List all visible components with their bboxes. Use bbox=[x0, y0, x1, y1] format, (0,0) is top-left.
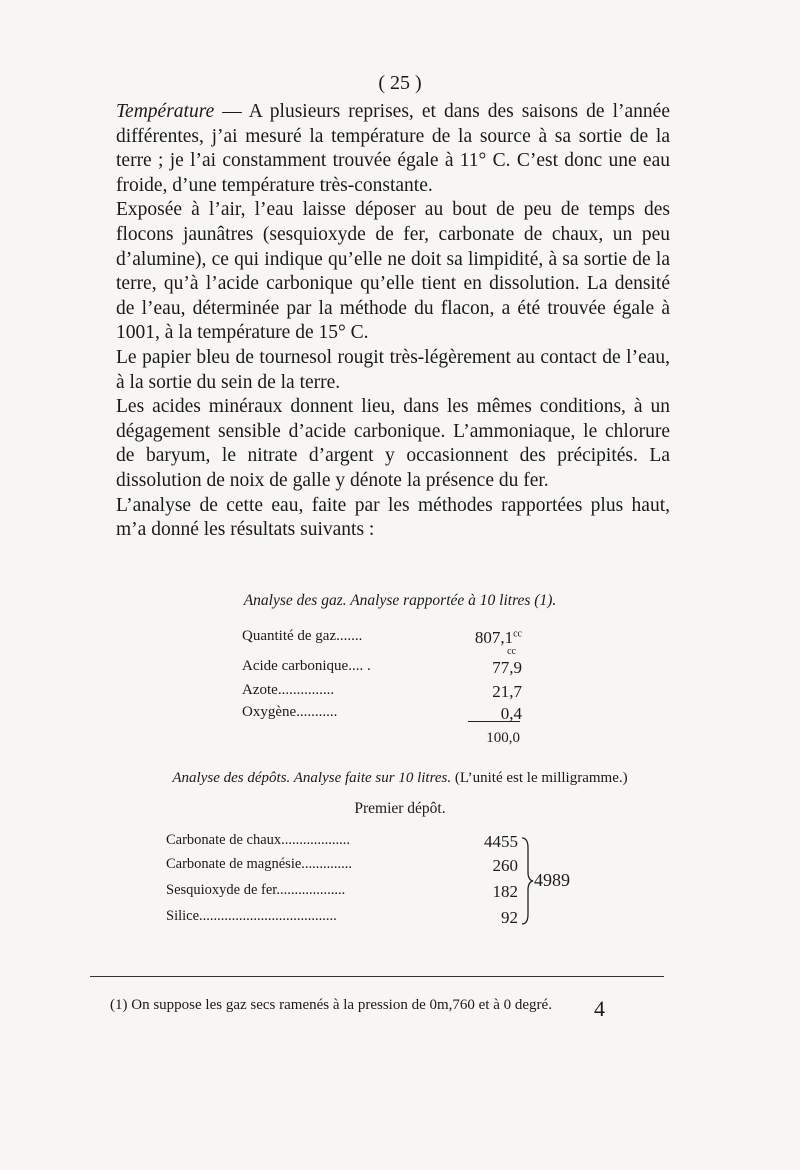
table-row bbox=[166, 908, 518, 930]
deposit-label: Carbonate de chaux................... bbox=[166, 832, 351, 848]
deposit-label: Silice...................................... bbox=[166, 908, 337, 924]
signature-mark: 4 bbox=[594, 996, 605, 1021]
gas-label: Azote............... bbox=[242, 682, 335, 698]
temperature-text: — A plusieurs reprises, et dans des saisons de l’année différentes, j’ai mesuré la température de la source à sa sortie de la terre ; je l’ai constamment trouvée égale à 11° C. C’est donc une eau froide, d’une température très-constante. bbox=[116, 101, 670, 196]
paragraph-exposure: Exposée à l’air, l’eau laisse déposer au bout de peu de temps des flocons jaunâtres (sesquioxyde de fer, carbonate de chaux, un peu d’alumine), ce qui indique qu’elle ne doit sa limpidité, à sa sortie de la terre, qu’à l’acide carbonique qu’elle tient en dissolution. La densité de l’eau, déterminée par la méthode du flacon, a été trouvée égale à 1001, à la température de 15° C. bbox=[116, 199, 670, 344]
deposit-value: 4455 bbox=[484, 832, 518, 851]
deposit-total: 4989 bbox=[534, 870, 570, 890]
gas-value: 807,1$^{cc}$ bbox=[474, 628, 522, 647]
temperature-label: Température bbox=[116, 101, 215, 122]
table-row bbox=[166, 882, 518, 904]
table-row bbox=[242, 682, 522, 704]
deposit-analysis-title: Analyse des dépôts. Analyse faite sur 10 litres. (L’unité est le milligramme.) bbox=[172, 770, 628, 786]
deposit-label: Carbonate de magnésie.............. bbox=[166, 856, 353, 872]
table-row bbox=[166, 856, 518, 878]
deposit-value: 182 bbox=[492, 882, 518, 901]
paragraph-litmus: Le papier bleu de tournesol rougit très-légèrement au contact de l’eau, à la sortie du sein de la terre. bbox=[116, 346, 670, 393]
gas-total: 100,0 bbox=[486, 730, 520, 746]
gas-total-rule bbox=[468, 721, 520, 722]
gas-value: 0,4 bbox=[500, 704, 522, 723]
table-row bbox=[242, 646, 522, 680]
table-row bbox=[242, 704, 522, 726]
page-number: ( 25 ) bbox=[378, 72, 422, 94]
gas-label: Quantité de gaz....... bbox=[242, 628, 363, 644]
footnote: (1) On suppose les gaz secs ramenés à la pression de 0m,760 et à 0 degré. bbox=[110, 997, 552, 1013]
gas-value: cc 77,9 bbox=[492, 646, 522, 677]
paragraph-reagents: Les acides minéraux donnent lieu, dans les mêmes conditions, à un dégagement sensible d’acide carbonique. L’ammoniaque, le chlorure de baryum, le nitrate d’argent y occasionnent des précipités. La dissolution de noix de galle y dénote la présence du fer. bbox=[116, 396, 670, 491]
deposit-value: 92 bbox=[501, 908, 518, 927]
gas-analysis-title: Analyse des gaz. Analyse rapportée à 10 litres (1). bbox=[243, 592, 557, 609]
deposit-subtitle: Premier dépôt. bbox=[354, 800, 446, 817]
paragraph-temperature bbox=[116, 100, 670, 198]
table-row bbox=[166, 832, 518, 854]
deposit-brace bbox=[520, 836, 534, 926]
body-text bbox=[116, 100, 670, 543]
gas-label: Oxygène........... bbox=[242, 704, 338, 720]
table-row bbox=[242, 628, 522, 650]
deposit-value: 260 bbox=[492, 856, 518, 875]
footnote-rule bbox=[90, 976, 664, 977]
gas-label: Acide carbonique.... . bbox=[242, 658, 371, 674]
gas-value: 21,7 bbox=[492, 682, 522, 701]
paragraph-results-intro: L’analyse de cette eau, faite par les méthodes rapportées plus haut, m’a donné les résultats suivants : bbox=[116, 494, 670, 541]
deposit-label: Sesquioxyde de fer................... bbox=[166, 882, 346, 898]
